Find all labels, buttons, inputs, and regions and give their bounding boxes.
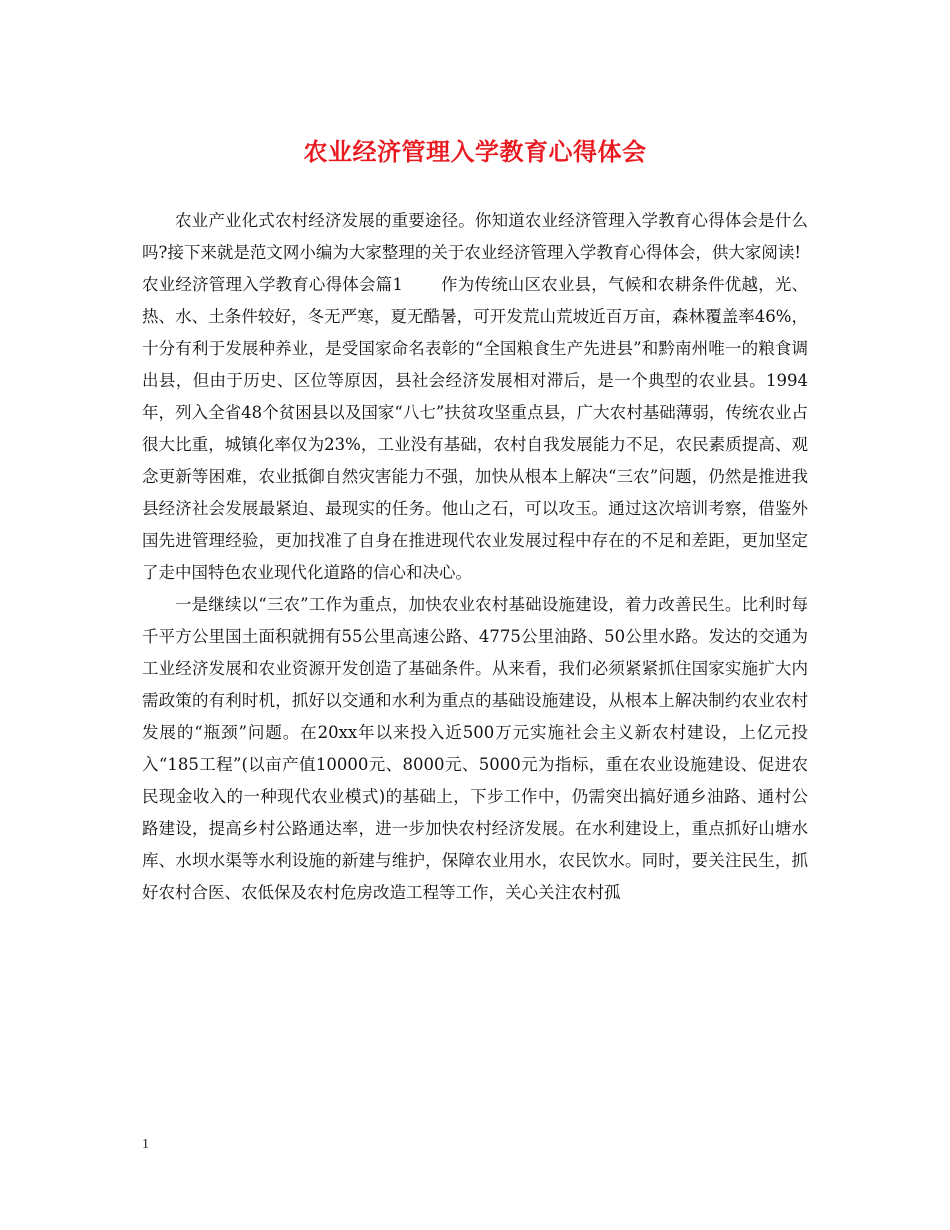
- section1-body: 作为传统山区农业县，气候和农耕条件优越，光、热、水、土条件较好，冬无严寒，夏无酷暑，可开发荒山荒坡近百万亩，森林覆盖率46%，十分有利于发展种养业，是受国家命名表彰的“全国粮食生产先进县”和黔南州唯一的粮食调出县，但由于历史、区位等原因，县社会经济发展相对滞后，是一个典型的农业县。1994年，列入全省48个贫困县以及国家“八七”扶贫攻坚重点县，广大农村基础薄弱，传统农业占很大比重，城镇化率仅为23%，工业没有基础，农村自我发展能力不足，农民素质提高、观念更新等困难，农业抵御自然灾害能力不强，加快从根本上解决“三农”问题，仍然是推进我县经济社会发展最紧迫、最现实的任务。他山之石，可以攻玉。通过这次培训考察，借鉴外国先进管理经验，更加找准了自身在推进现代农业发展过程中存在的不足和差距，更加坚定了走中国特色农业现代化道路的信心和决心。: [142, 275, 809, 582]
- document-body: [142, 205, 808, 909]
- document-title: 农业经济管理入学教育心得体会: [303, 137, 647, 166]
- section1-paragraph: [142, 269, 808, 589]
- point1-paragraph: 一是继续以“三农”工作为重点，加快农业农村基础设施建设，着力改善民生。比利时每千平方公里国土面积就拥有55公里高速公路、4775公里油路、50公里水路。发达的交通为工业经济发展和农业资源开发创造了基础条件。从来看，我们必须紧紧抓住国家实施扩大内需政策的有利时机，抓好以交通和水利为重点的基础设施建设，从根本上解决制约农业农村发展的“瓶颈”问题。在20xx年以来投入近500万元实施社会主义新农村建设，上亿元投入“185工程”(以亩产值10000元、8000元、5000元为指标，重在农业设施建设、促进农民现金收入的一种现代农业模式)的基础上，下步工作中，仍需突出搞好通乡油路、通村公路建设，提高乡村公路通达率，进一步加快农村经济发展。在水利建设上，重点抓好山塘水库、水坝水渠等水利设施的新建与维护，保障农业用水，农民饮水。同时，要关注民生，抓好农村合医、农低保及农村危房改造工程等工作，关心关注农村孤: [142, 595, 808, 902]
- page-number: 1: [142, 1137, 149, 1152]
- section1-heading: 农业经济管理入学教育心得体会篇1: [142, 275, 403, 294]
- intro-paragraph: 农业产业化式农村经济发展的重要途径。你知道农业经济管理入学教育心得体会是什么吗?接下来就是范文网小编为大家整理的关于农业经济管理入学教育心得体会，供大家阅读!: [142, 211, 808, 262]
